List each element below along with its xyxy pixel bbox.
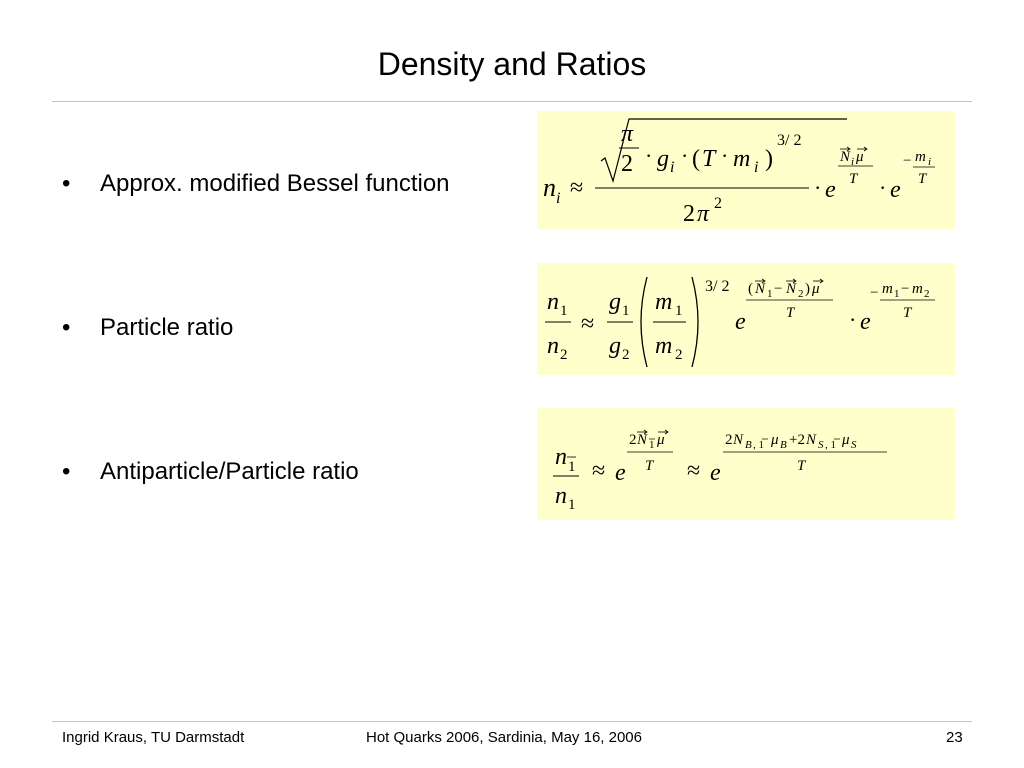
svg-text:μ: μ <box>771 432 779 448</box>
svg-text:e: e <box>735 309 746 335</box>
bullet-item-particle-ratio <box>62 314 233 342</box>
svg-text:e: e <box>825 177 836 203</box>
svg-text:N: N <box>806 432 817 448</box>
svg-text:n: n <box>555 444 567 470</box>
svg-text:2: 2 <box>621 151 633 177</box>
svg-text:T: T <box>849 171 858 187</box>
svg-text:i: i <box>851 156 855 168</box>
svg-text:−: − <box>870 285 879 301</box>
svg-text:≈: ≈ <box>592 458 606 484</box>
svg-text:n: n <box>555 483 567 509</box>
footer-divider <box>52 721 972 722</box>
svg-text:1: 1 <box>560 303 568 319</box>
svg-text:T: T <box>786 305 795 321</box>
svg-text:m: m <box>882 281 893 297</box>
svg-text:2: 2 <box>798 288 804 300</box>
svg-text:): ) <box>805 281 810 297</box>
svg-text:N: N <box>786 281 797 297</box>
svg-text:−: − <box>901 281 910 297</box>
svg-text:n: n <box>547 289 559 315</box>
footer-author: Ingrid Kraus, TU Darmstadt <box>62 729 245 746</box>
bullet-item-antiparticle-ratio <box>62 458 359 486</box>
svg-text:μ: μ <box>657 432 665 448</box>
svg-text:2: 2 <box>629 432 637 448</box>
svg-text:i: i <box>928 156 932 168</box>
svg-text:π: π <box>697 201 710 227</box>
bullet-text: Approx. modified Bessel function <box>100 170 450 197</box>
svg-text:N: N <box>755 281 766 297</box>
formula-bessel-approximation <box>537 111 955 229</box>
svg-text:g: g <box>609 289 621 315</box>
svg-text:3/ 2: 3/ 2 <box>705 278 730 295</box>
svg-text:e: e <box>860 309 871 335</box>
bullet-marker: • <box>62 458 71 485</box>
svg-text:i: i <box>556 190 561 207</box>
svg-text:(: ( <box>748 281 753 297</box>
title-divider <box>52 101 972 102</box>
svg-text:B: B <box>745 439 752 451</box>
svg-text:2: 2 <box>683 201 695 227</box>
svg-text:·: · <box>645 143 653 168</box>
svg-text:n: n <box>543 173 556 202</box>
svg-text:T: T <box>797 458 806 474</box>
formula-antiparticle-ratio <box>537 408 955 520</box>
footer-page-number: 23 <box>946 729 963 746</box>
svg-text:1: 1 <box>568 497 576 513</box>
svg-text:2: 2 <box>622 347 630 363</box>
svg-text:T: T <box>645 458 654 474</box>
svg-text:i: i <box>670 159 675 176</box>
bullet-marker: • <box>62 170 71 197</box>
svg-text:): ) <box>765 146 773 172</box>
svg-text:−: − <box>903 153 912 169</box>
svg-text:1: 1 <box>894 288 900 300</box>
svg-text:(: ( <box>692 146 700 172</box>
svg-text:e: e <box>710 460 721 486</box>
svg-text:m: m <box>655 333 673 359</box>
svg-text:−: − <box>774 281 783 297</box>
svg-text:≈: ≈ <box>581 311 595 337</box>
svg-text:2: 2 <box>560 347 568 363</box>
svg-text:1: 1 <box>622 303 630 319</box>
svg-text:3/ 2: 3/ 2 <box>777 132 802 149</box>
bullet-item-bessel <box>62 170 450 198</box>
svg-text:m: m <box>733 146 751 172</box>
svg-text:2: 2 <box>725 432 733 448</box>
svg-text:T: T <box>918 171 927 187</box>
formula-particle-ratio <box>537 263 955 375</box>
svg-text:B: B <box>780 439 787 451</box>
svg-text:μ: μ <box>812 281 820 297</box>
svg-text:S: S <box>851 439 857 451</box>
svg-text:1: 1 <box>649 439 655 451</box>
svg-text:m: m <box>655 289 673 315</box>
svg-text:g: g <box>657 146 669 172</box>
bullet-marker: • <box>62 314 71 341</box>
svg-text:g: g <box>609 333 621 359</box>
svg-text:·: · <box>721 143 729 168</box>
svg-text:m: m <box>915 149 926 165</box>
svg-text:·: · <box>681 143 689 168</box>
svg-text:·: · <box>814 175 822 200</box>
svg-text:≈: ≈ <box>687 458 701 484</box>
formula-antiparticle-ratio-svg <box>537 408 955 520</box>
svg-text:π: π <box>621 121 634 147</box>
bullet-text: Antiparticle/Particle ratio <box>100 458 359 485</box>
svg-text:N: N <box>637 432 648 448</box>
svg-text:2: 2 <box>924 288 930 300</box>
svg-text:, 1: , 1 <box>753 439 764 451</box>
svg-text:N: N <box>733 432 744 448</box>
svg-text:1: 1 <box>767 288 773 300</box>
svg-text:N: N <box>840 149 851 165</box>
slide-title: Density and Ratios <box>377 46 647 82</box>
svg-text:e: e <box>615 460 626 486</box>
svg-text:S: S <box>818 439 824 451</box>
svg-text:i: i <box>754 159 759 176</box>
svg-text:μ: μ <box>856 149 864 165</box>
svg-text:·: · <box>879 175 887 200</box>
svg-text:n: n <box>547 333 559 359</box>
formula-particle-ratio-svg <box>537 263 955 375</box>
svg-text:T: T <box>903 305 912 321</box>
formula-bessel-svg <box>537 111 955 229</box>
svg-text:m: m <box>912 281 923 297</box>
svg-text:2: 2 <box>675 347 683 363</box>
svg-text:+2: +2 <box>789 432 805 448</box>
svg-text:≈: ≈ <box>570 175 584 201</box>
svg-text:T: T <box>702 146 716 172</box>
svg-text:, 1: , 1 <box>825 439 836 451</box>
svg-text:2: 2 <box>714 195 722 212</box>
svg-text:e: e <box>890 177 901 203</box>
bullet-text: Particle ratio <box>100 314 234 341</box>
svg-text:1: 1 <box>675 303 683 319</box>
svg-text:·: · <box>849 307 857 332</box>
svg-text:μ: μ <box>842 432 850 448</box>
footer-event: Hot Quarks 2006, Sardinia, May 16, 2006 <box>366 729 642 746</box>
svg-text:1: 1 <box>568 459 576 475</box>
